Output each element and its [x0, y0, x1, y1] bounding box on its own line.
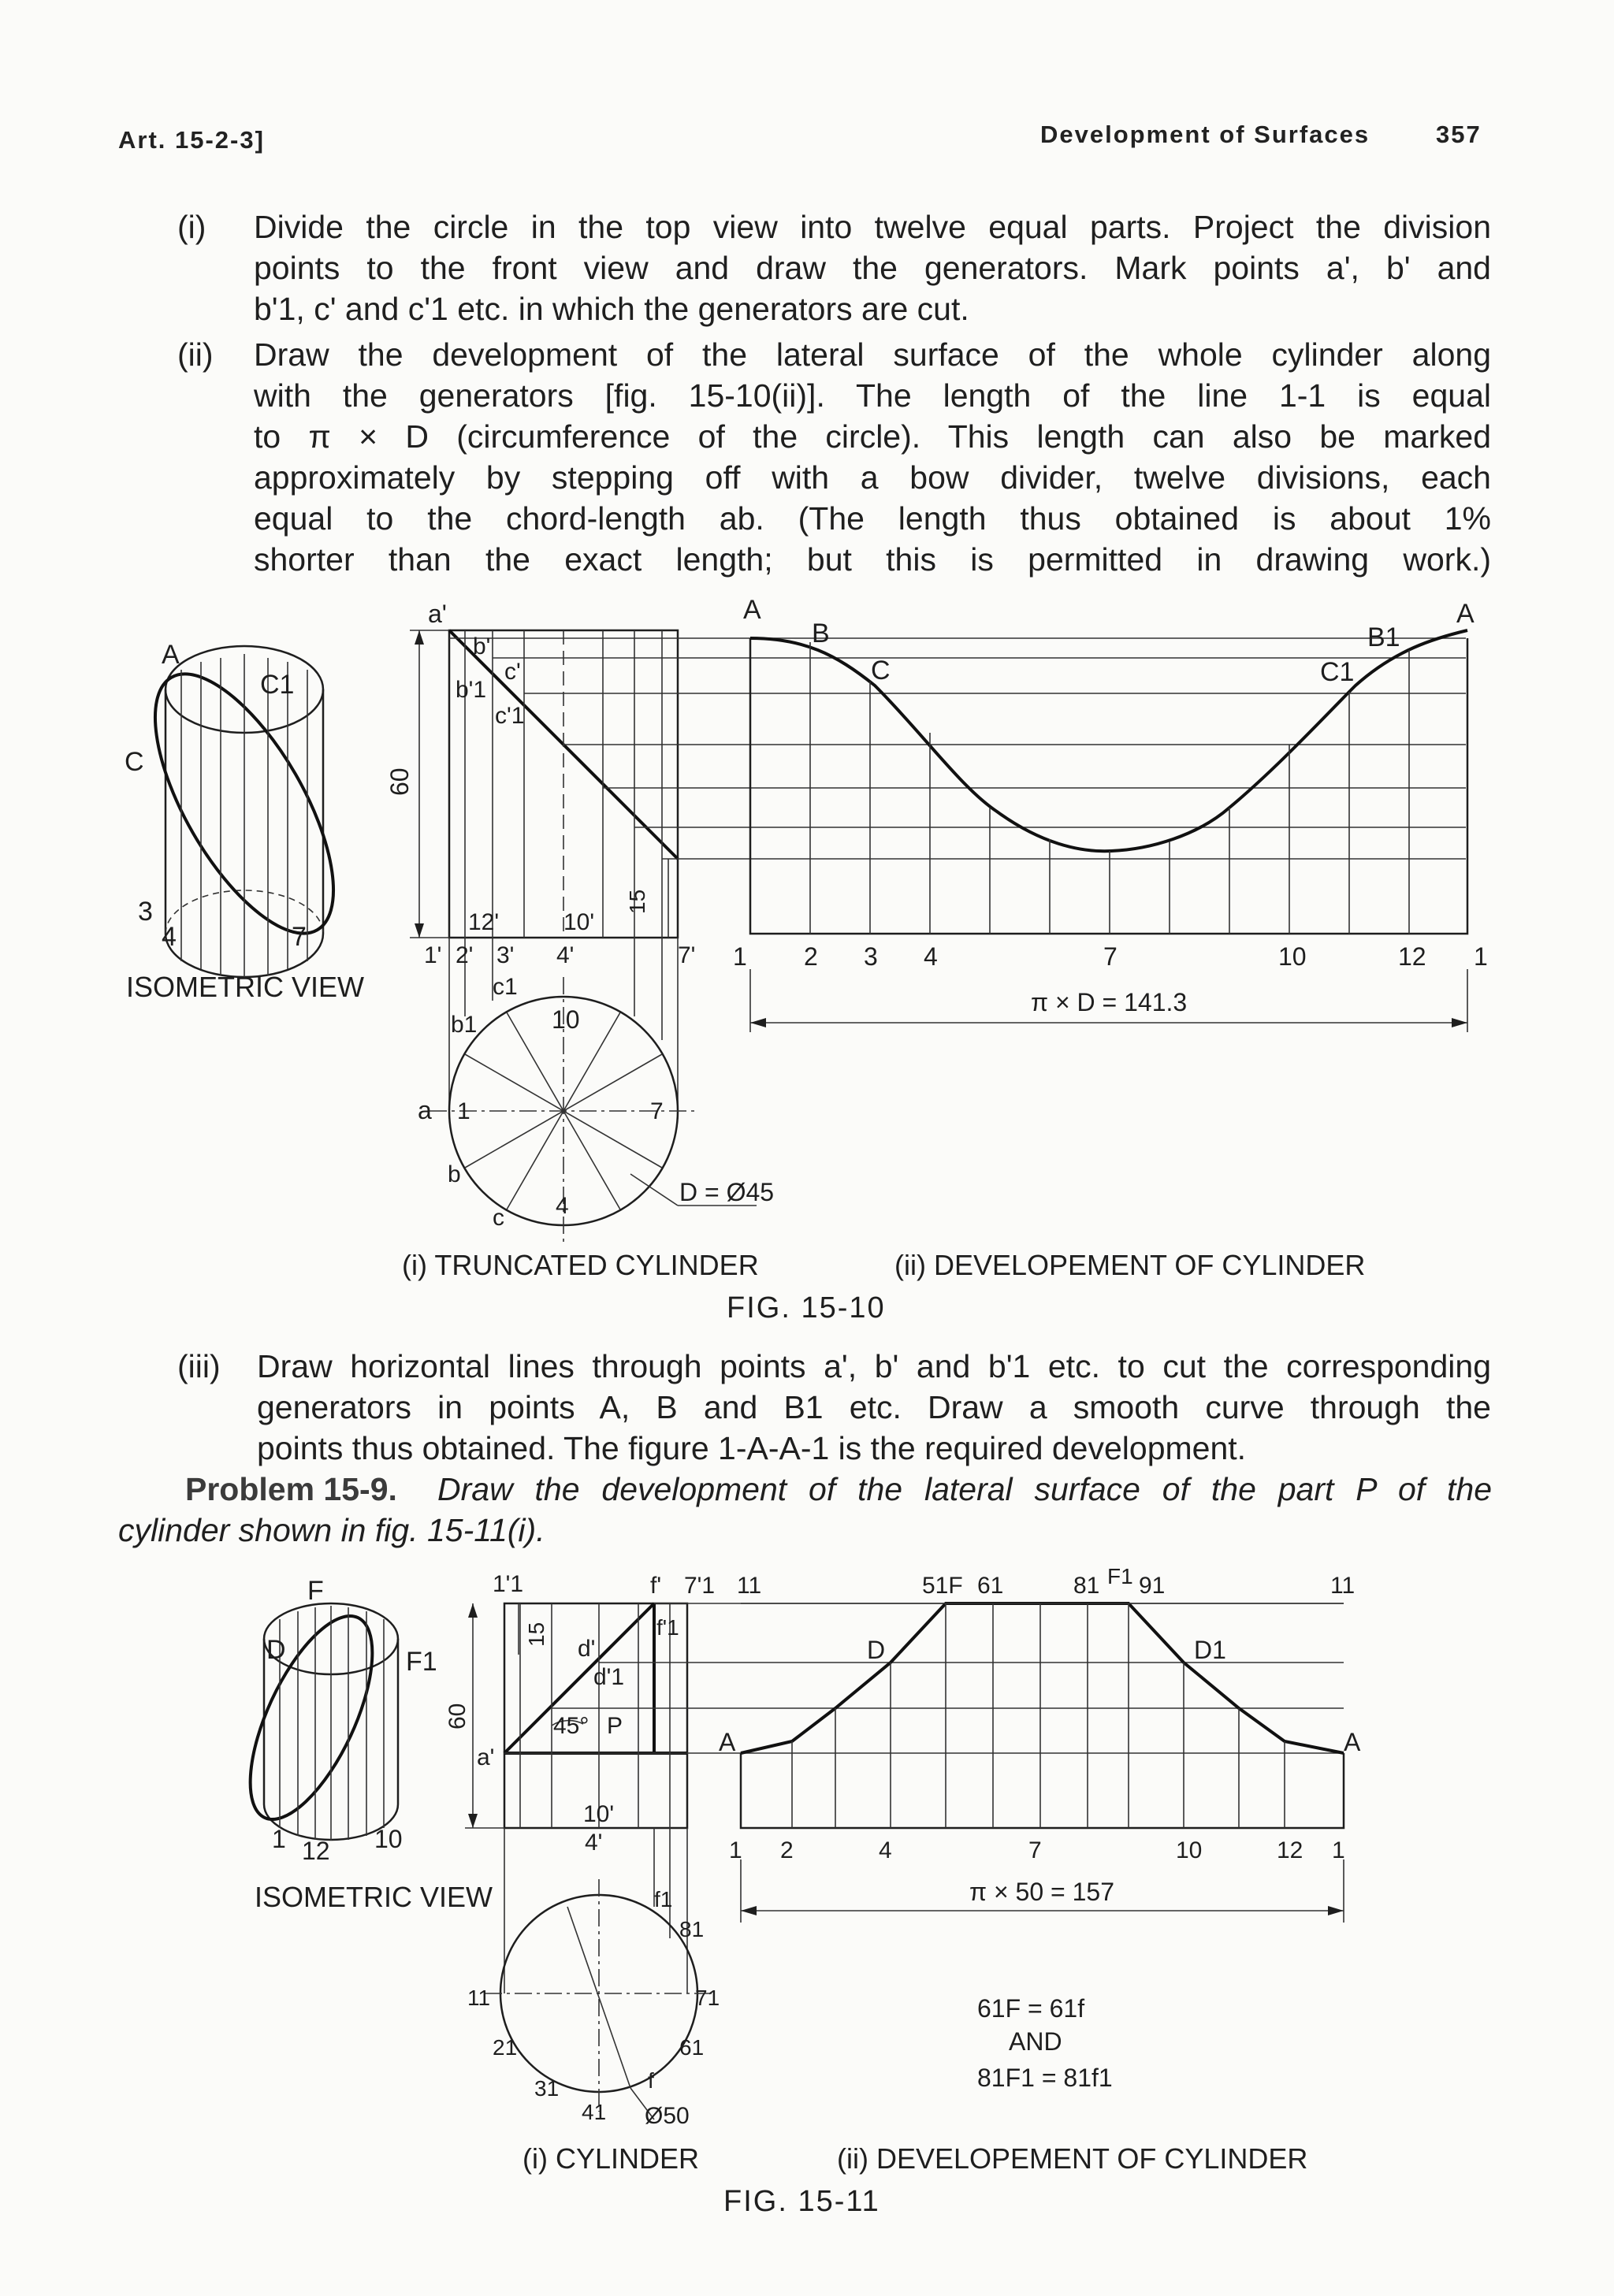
fig11-dev-1-1-right: 11	[1330, 1573, 1356, 1599]
fig10-dev-A-right: A	[1456, 599, 1475, 629]
fig11-dev-F1: F1	[1107, 1564, 1133, 1588]
fig10-iso-label-3: 3	[138, 897, 153, 927]
fig11-dev-91: 91	[1139, 1573, 1166, 1599]
fig11-front-10: 10'	[583, 1801, 615, 1827]
step-i-line-3: b'1, c' and c'1 etc. in which the generators are cut.	[254, 291, 969, 327]
fig11-front-dim-60: 60	[444, 1703, 470, 1729]
fig10-front-2: 2'	[456, 942, 474, 968]
problem-label: Problem 15-9.	[185, 1471, 397, 1507]
fig10-dev-num-12: 12	[1398, 942, 1426, 971]
fig11-note-line-2: AND	[1009, 2027, 1062, 2056]
fig10-front-dim-15: 15	[625, 889, 649, 914]
fig11-iso-F1: F1	[406, 1647, 437, 1677]
step-iii-number: (iii)	[177, 1348, 221, 1384]
fig10-top-c1: c1	[493, 974, 518, 1000]
fig10-front-dim-60: 60	[385, 767, 414, 796]
fig11-top-2-1: 21	[493, 2035, 518, 2060]
fig11-front-P: P	[607, 1713, 623, 1739]
step-iii-line-1: Draw horizontal lines through points a', b' and b'1 etc. to cut the corresponding	[257, 1348, 1491, 1384]
fig11-front-a: a'	[477, 1744, 495, 1770]
fig11-caption: FIG. 15-11	[723, 2185, 880, 2218]
fig11-front-1-1: 1'1	[493, 1571, 524, 1597]
fig11-dev-A-right: A	[1344, 1728, 1361, 1756]
fig11-front-f: f'	[650, 1573, 662, 1599]
fig10-iso-label-C1: C1	[260, 670, 295, 700]
fig10-dev-num-4: 4	[924, 942, 938, 971]
fig10-top-1: 1	[457, 1098, 470, 1124]
fig10-front-c1: c'1	[495, 703, 525, 729]
fig10-front-b1: b'1	[456, 677, 487, 703]
step-ii-line-4: approximately by stepping off with a bow divider, twelve divisions, each	[254, 459, 1491, 496]
fig11-front-angle: 45°	[553, 1713, 589, 1739]
fig11-note-line-3: 81F1 = 81f1	[977, 2064, 1113, 2092]
step-ii-line-3: to π × D (circumference of the circle). This length can also be marked	[254, 418, 1491, 455]
fig10-front-3: 3'	[496, 942, 515, 968]
fig11-top-8-1: 81	[679, 1917, 705, 1941]
fig11-dev-81: 81	[1073, 1573, 1100, 1599]
figure-15-10	[0, 583, 1614, 1324]
fig10-top-10: 10	[552, 1005, 580, 1034]
fig11-top-7-1: 71	[695, 1986, 720, 2010]
fig11-top-1-1: 11	[467, 1986, 491, 2010]
fig10-iso-label-A: A	[162, 640, 180, 670]
fig10-iso-view-label: ISOMETRIC VIEW	[126, 971, 365, 1003]
fig10-dev-A-left: A	[743, 595, 761, 625]
problem-text-line-1: Draw the development of the lateral surface of the part P of the	[437, 1471, 1492, 1507]
fig11-top-f1: f1	[654, 1887, 673, 1911]
step-ii-number: (ii)	[177, 336, 214, 373]
step-ii-line-2: with the generators [fig. 15-10(ii)]. The length of the line 1-1 is equal	[254, 377, 1491, 414]
fig10-front-1: 1'	[424, 942, 442, 968]
fig10-top-b: b	[448, 1161, 461, 1187]
fig10-dev-C: C	[871, 656, 891, 685]
fig11-development	[741, 1603, 1344, 1923]
fig10-dev-num-2: 2	[804, 942, 818, 971]
problem-text-line-2: cylinder shown in fig. 15-11(i).	[118, 1512, 545, 1548]
fig11-dev-A-left: A	[719, 1728, 736, 1756]
fig11-iso-10: 10	[374, 1825, 403, 1853]
step-ii-line-6: shorter than the exact length; but this is permitted in drawing work.)	[254, 541, 1491, 578]
fig11-front-d1: d'1	[593, 1664, 625, 1690]
fig10-top-7: 7	[650, 1098, 664, 1124]
fig11-top-3-1: 31	[534, 2076, 560, 2101]
fig10-front-b: b'	[473, 633, 491, 659]
fig10-caption-right: (ii) DEVELOPEMENT OF CYLINDER	[894, 1249, 1366, 1281]
step-i-line-1: Divide the circle in the top view into twelve equal parts. Project the division	[254, 209, 1491, 245]
fig10-front-a: a'	[428, 600, 447, 628]
fig11-dev-num-1-end: 1	[1332, 1837, 1345, 1863]
fig10-front-view	[410, 630, 1466, 1119]
fig10-dev-num-3: 3	[864, 942, 878, 971]
fig11-dev-61: 61	[977, 1573, 1004, 1599]
fig11-top-6-1: 61	[679, 2035, 705, 2060]
fig11-front-dim-15: 15	[524, 1622, 549, 1647]
fig11-dev-51F: 51F	[922, 1573, 963, 1599]
step-i-number: (i)	[177, 209, 206, 245]
fig10-top-b1: b1	[451, 1012, 478, 1038]
fig11-dev-num-7: 7	[1028, 1837, 1042, 1863]
fig11-front-7-1: 7'1	[684, 1573, 716, 1599]
fig10-development	[750, 630, 1467, 1032]
fig11-isometric-cylinder	[225, 1599, 398, 1841]
fig10-top-diameter: D = Ø45	[679, 1178, 775, 1206]
fig10-iso-label-7: 7	[292, 922, 307, 952]
fig11-dev-num-10: 10	[1176, 1837, 1203, 1863]
fig10-iso-label-C: C	[125, 747, 144, 777]
fig10-iso-label-4: 4	[162, 922, 177, 952]
fig11-top-diameter: Ø50	[645, 2103, 690, 2129]
fig10-top-c: c	[493, 1205, 504, 1231]
fig11-dev-D1: D1	[1194, 1636, 1226, 1664]
step-ii-line-5: equal to the chord-length ab. (The length thus obtained is about 1%	[254, 500, 1491, 537]
page-number: 357	[1436, 121, 1482, 148]
fig10-dev-num-7: 7	[1103, 942, 1118, 971]
fig11-top-view	[485, 1879, 713, 2120]
fig10-dev-num-1-end: 1	[1474, 942, 1488, 971]
fig10-front-10: 10'	[563, 909, 595, 935]
fig11-dev-num-4: 4	[879, 1837, 892, 1863]
fig11-caption-left: (i) CYLINDER	[523, 2142, 700, 2175]
fig10-top-4: 4	[556, 1193, 569, 1219]
fig11-iso-view-label: ISOMETRIC VIEW	[255, 1881, 493, 1913]
fig10-front-4: 4'	[556, 942, 575, 968]
fig11-front-f1: f'1	[656, 1615, 679, 1640]
fig11-top-4-1: 41	[582, 2100, 607, 2124]
fig10-dev-B1: B1	[1367, 622, 1400, 652]
fig11-dev-num-12: 12	[1277, 1837, 1303, 1863]
fig11-iso-12: 12	[302, 1837, 330, 1865]
fig10-isometric-cylinder	[121, 646, 369, 977]
step-iii-line-2: generators in points A, B and B1 etc. Draw a smooth curve through the	[257, 1389, 1491, 1425]
fig11-front-d: d'	[578, 1636, 596, 1662]
fig11-note-line-1: 61F = 61f	[977, 1994, 1085, 2023]
running-head-left: Art. 15-2-3]	[118, 126, 265, 154]
fig11-dev-num-1: 1	[729, 1837, 742, 1863]
fig11-caption-right: (ii) DEVELOPEMENT OF CYLINDER	[837, 2142, 1308, 2175]
fig10-front-7: 7'	[678, 942, 696, 968]
running-head-right: Development of Surfaces	[1040, 121, 1370, 148]
fig11-dev-num-2: 2	[780, 1837, 794, 1863]
fig11-iso-F: F	[307, 1576, 324, 1606]
step-i-line-2: points to the front view and draw the generators. Mark points a', b' and	[254, 250, 1491, 286]
figure-15-11	[0, 1560, 1614, 2246]
fig10-caption-left: (i) TRUNCATED CYLINDER	[402, 1249, 759, 1281]
fig10-front-c: c'	[504, 659, 521, 685]
fig10-front-12: 12'	[468, 909, 500, 935]
fig10-dev-B: B	[812, 619, 830, 648]
fig11-dev-1-1-left: 11	[737, 1573, 762, 1599]
fig10-dev-length: π × D = 141.3	[1031, 988, 1188, 1016]
fig11-dev-D: D	[867, 1636, 886, 1664]
fig11-top-f: f	[648, 2068, 654, 2093]
fig11-iso-1: 1	[272, 1825, 286, 1853]
fig10-dev-num-1: 1	[733, 942, 747, 971]
step-iii-line-3: points thus obtained. The figure 1-A-A-1 is the required development.	[257, 1430, 1247, 1466]
fig11-dev-length: π × 50 = 157	[969, 1878, 1114, 1906]
fig11-front-4: 4'	[585, 1830, 603, 1856]
fig10-caption: FIG. 15-10	[727, 1291, 886, 1324]
fig10-top-a: a	[418, 1096, 432, 1124]
step-ii-line-1: Draw the development of the lateral surface of the whole cylinder along	[254, 336, 1491, 373]
fig10-dev-C1: C1	[1320, 657, 1355, 687]
fig11-iso-D: D	[266, 1635, 286, 1665]
fig10-dev-num-10: 10	[1278, 942, 1307, 971]
